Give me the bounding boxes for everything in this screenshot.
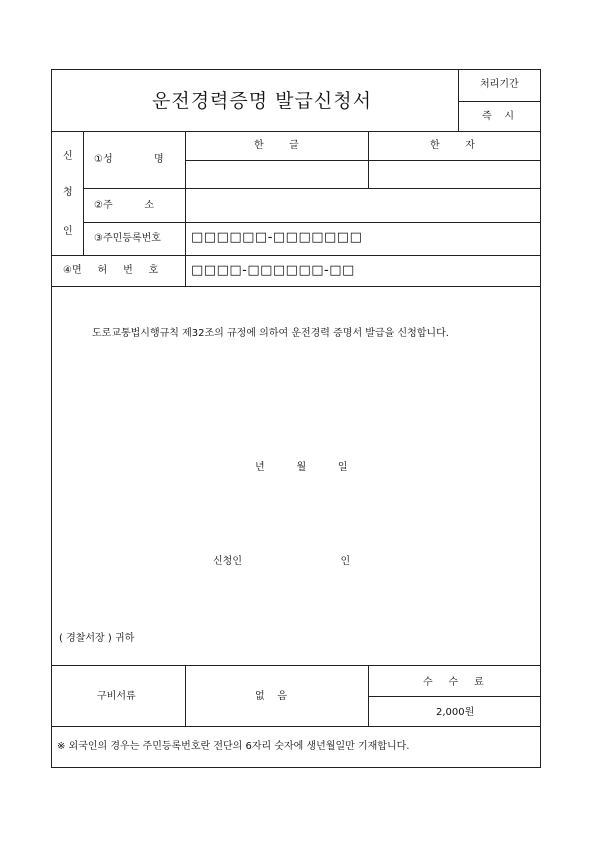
divider <box>83 131 84 255</box>
divider <box>185 665 186 726</box>
application-form <box>51 69 541 768</box>
applicant-section-label-1: 신 <box>63 151 73 162</box>
divider <box>52 131 540 132</box>
divider <box>83 222 540 223</box>
address-field[interactable] <box>186 189 539 221</box>
processing-period-value: 즉 시 <box>482 111 515 122</box>
hanja-name-field[interactable] <box>369 161 539 187</box>
fee-label: 수 수 료 <box>423 677 484 688</box>
divider <box>52 665 540 666</box>
required-documents-value: 없 음 <box>255 691 288 702</box>
divider <box>52 255 540 256</box>
signature-line[interactable]: 신청인 인 <box>213 556 351 567</box>
divider <box>458 70 459 131</box>
name-label: ①성 명 <box>94 154 164 165</box>
hangul-name-field[interactable] <box>186 161 367 187</box>
hanja-header: 한 자 <box>430 140 475 151</box>
address-label: ②주 소 <box>94 200 155 211</box>
hangul-header: 한 글 <box>254 140 299 151</box>
addressee: ( 경찰서장 ) 귀하 <box>59 633 135 644</box>
date-line[interactable]: 년 월 일 <box>255 462 348 473</box>
license-number-field[interactable]: □□□□-□□□□□□-□□ <box>191 263 355 278</box>
divider <box>52 286 540 287</box>
application-statement: 도로교통법시행규칙 제32조의 규정에 의하여 운전경력 증명서 발급을 신청합니다. <box>92 328 449 339</box>
required-documents-label: 구비서류 <box>97 691 136 702</box>
applicant-section-label-2: 청 <box>63 187 73 198</box>
divider <box>368 696 540 697</box>
rrn-field[interactable]: □□□□□□-□□□□□□□ <box>191 230 363 245</box>
fee-value: 2,000원 <box>436 707 475 718</box>
form-title: 운전경력증명 발급신청서 <box>152 90 372 112</box>
rrn-label: ③주민등록번호 <box>94 233 161 244</box>
foreigner-note: ※ 외국인의 경우는 주민등록번호란 전단의 6자리 숫자에 생년월일만 기재합니다. <box>57 741 410 752</box>
applicant-section-label-3: 인 <box>63 226 73 237</box>
divider <box>458 101 540 102</box>
processing-period-label: 처리기간 <box>480 79 519 90</box>
license-number-label: ④면 허 번 호 <box>63 265 159 276</box>
divider <box>52 726 540 727</box>
divider <box>368 665 369 726</box>
